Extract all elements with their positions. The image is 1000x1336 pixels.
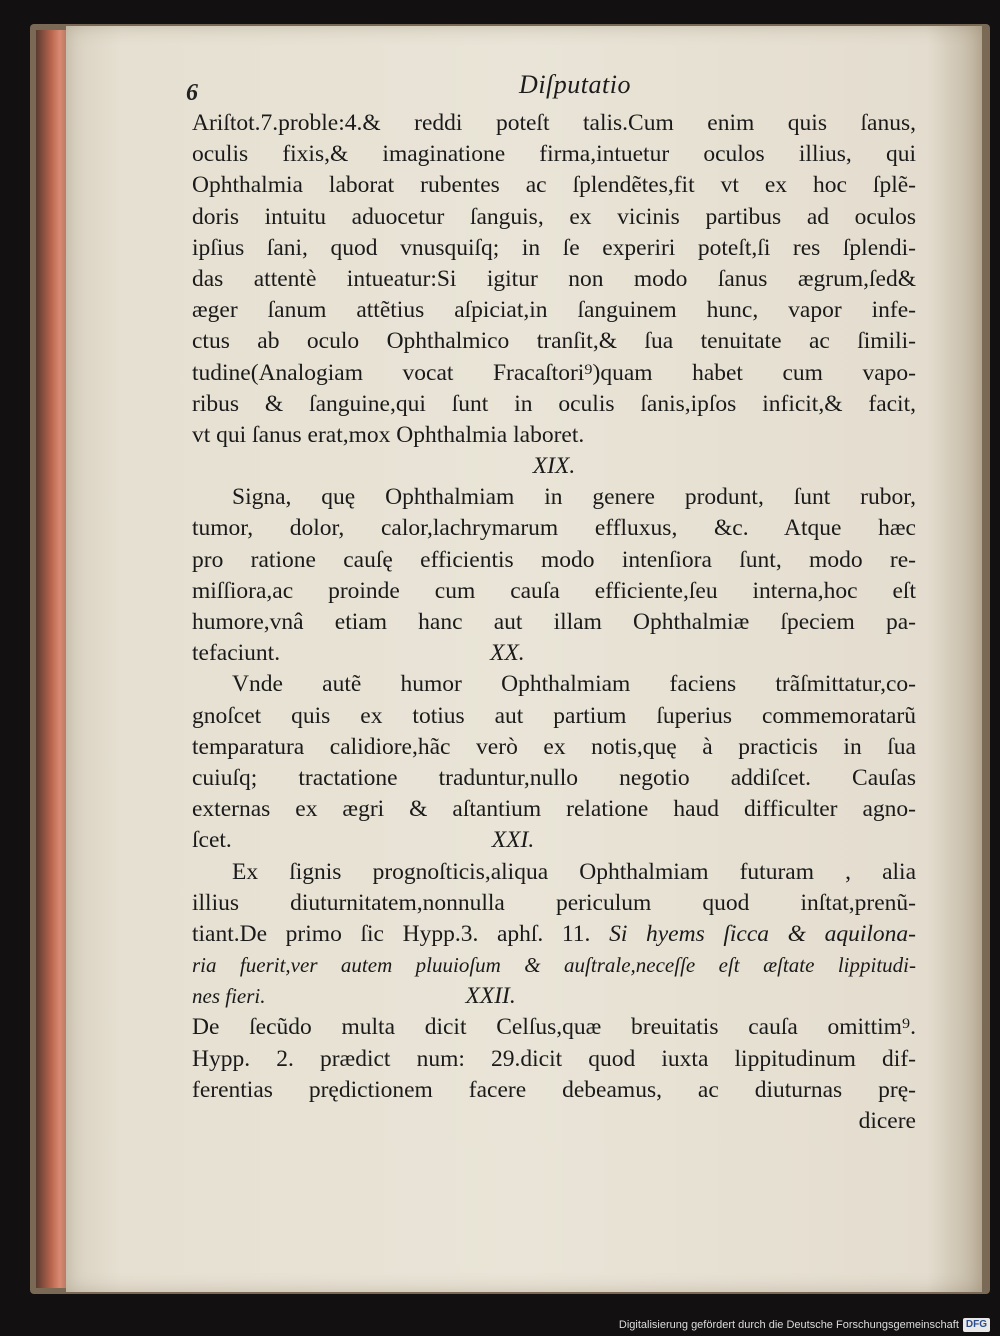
text-line: ipſius ſani, quod vnusquiſq; in ſe experiri poteſt,ſi res ſplendi- — [192, 234, 916, 261]
running-head: Diſputatio — [519, 70, 631, 99]
text-line-with-heading — [192, 981, 916, 1012]
text-fragment: tiant.De primo ſic Hypp.3. aphſ. 11. — [192, 920, 610, 947]
text-line: ctus ab oculo Ophthalmico tranſit,& ſua tenuitate ac ſimili- — [192, 328, 916, 355]
text-fragment: ſcet. — [192, 827, 232, 854]
catchword: dicere — [858, 1108, 916, 1134]
page-number: 6 — [186, 80, 198, 106]
text-line: cuiuſq; tractatione traduntur,nullo negotio addiſcet. Cauſas — [192, 764, 916, 791]
text-line: ferentias prędictionem facere debeamus, ac diuturnas prę- — [192, 1076, 916, 1103]
section-heading-xxii: XXII. — [465, 983, 516, 1010]
body-text — [192, 108, 916, 1137]
text-line: De ſecũdo multa dicit Celſus,quæ breuitatis cauſa omittim⁹. — [192, 1014, 916, 1041]
text-line: ribus & ſanguine,qui ſunt in oculis ſanis,ipſos inficit,& facit, — [192, 390, 916, 417]
text-line: oculis fixis,& imaginatione firma,intuetur oculos illius, qui — [192, 141, 916, 168]
text-line: Ex ſignis prognoſticis,aliqua Ophthalmiam futuram , alia — [232, 858, 916, 885]
text-line: illius diuturnitatem,nonnulla periculum quod inſtat,prenũ- — [192, 889, 916, 916]
text-line: Ophthalmia laborat rubentes ac ſplendẽtes,fit vt ex hoc ſplẽ- — [192, 172, 916, 199]
text-line: miſſiora,ac proinde cum cauſa efficiente,ſeu interna,hoc eſt — [192, 577, 916, 604]
credit-text: Digitalisierung gefördert durch die Deutsche Forschungsgemeinschaft — [618, 1319, 959, 1331]
text-line: externas ex ægri & aſtantium relatione haud difficulter agno- — [192, 796, 916, 823]
section-heading-xxi: XXI. — [491, 827, 535, 854]
text-line: vt qui ſanus erat,mox Ophthalmia laboret. — [192, 421, 585, 448]
text-line: das attentè intueatur:Si igitur non modo ſanus ægrum,ſed& — [192, 265, 916, 292]
text-line: humore,vnâ etiam hanc aut illam Ophthalmiæ ſpeciem pa- — [192, 609, 916, 635]
text-line: gnoſcet quis ex totius aut partium ſuperius commemoratarũ — [192, 702, 916, 729]
text-line-with-heading — [192, 825, 916, 856]
text-line: Hypp. 2. prædict num: 29.dicit quod iuxta lippitudinum dif- — [192, 1045, 916, 1072]
text-line: æger ſanum attẽtius aſpiciat,in ſanguinem hunc, vapor infe- — [192, 297, 916, 324]
quote-line: ria fuerit,ver autem pluuioſum & auſtrale,neceſſe eſt æſtate lippitudi- — [192, 953, 916, 978]
text-line-with-heading — [192, 638, 916, 669]
text-line: tumor, dolor, calor,lachrymarum effluxus, &c. Atque hæc — [192, 515, 916, 542]
red-page-edge — [36, 30, 70, 1288]
text-line: tudine(Analogiam vocat Fracaſtori⁹)quam habet cum vapo- — [192, 359, 916, 386]
text-line: doris intuitu aduocetur ſanguis, ex vicinis partibus ad oculos — [192, 203, 916, 230]
digitization-credit — [619, 1318, 990, 1332]
text-line: temparatura calidiore,hãc verò ex notis,quę à practicis in ſua — [192, 733, 916, 760]
text-line-mixed — [192, 919, 916, 950]
section-heading-xx: XX. — [490, 640, 525, 667]
dfg-logo-icon: DFG — [963, 1318, 990, 1332]
section-heading-xix: XIX. — [532, 453, 576, 480]
quote-fragment: nes fieri. — [192, 984, 266, 1009]
text-line: Signa, quę Ophthalmiam in genere produnt, ſunt rubor, — [232, 484, 916, 511]
text-line: pro ratione cauſę efficientis modo intenſiora ſunt, modo re- — [192, 546, 916, 573]
text-line: Vnde autẽ humor Ophthalmiam faciens trãſmittatur,co- — [232, 671, 916, 698]
text-line: Ariſtot.7.proble:4.& reddi poteſt talis.Cum enim quis ſanus, — [192, 110, 916, 136]
quote-fragment: Si hyems ſicca & aquilona- — [609, 920, 916, 947]
text-fragment: tefaciunt. — [192, 640, 281, 667]
